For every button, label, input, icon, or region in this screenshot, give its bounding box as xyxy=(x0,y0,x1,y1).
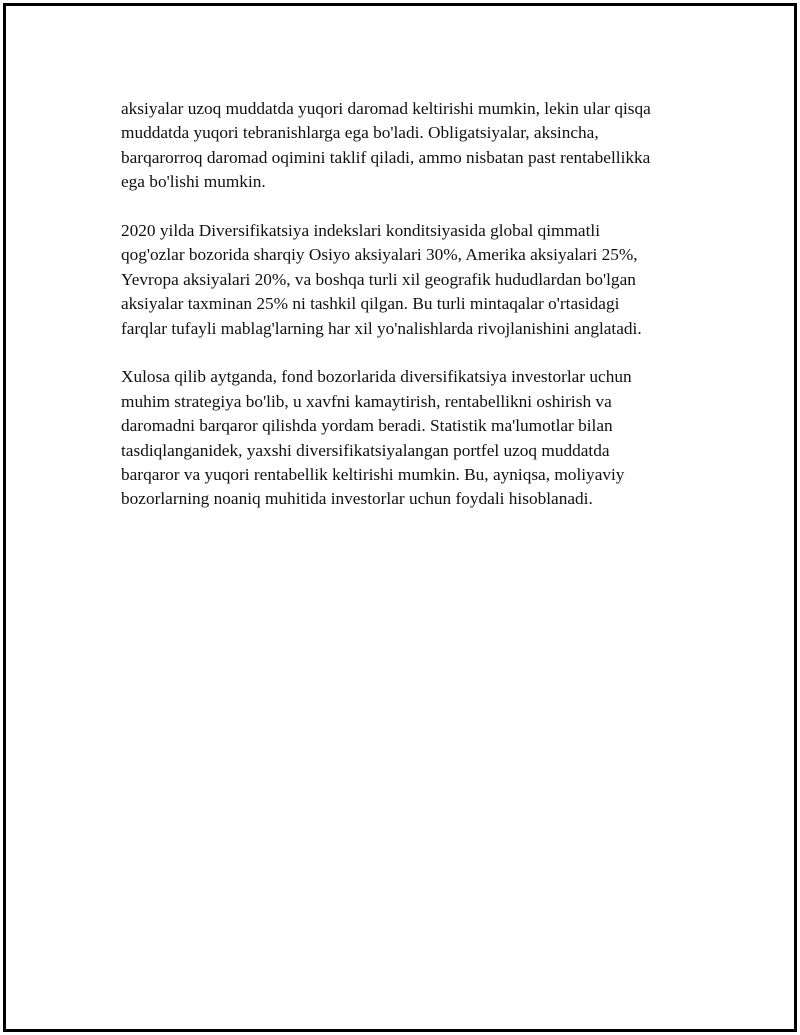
paragraph-conclusion: Xulosa qilib aytganda, fond bozorlarida diversifikatsiya investorlar uchun muhim strategiya bo'lib, u xavfni kamaytirish, rentabellikni oshirish va daromadni barqaror qilishda yordam beradi. Statistik ma'lumotlar bilan tasdiqlanganidek, yaxshi diversifikatsiyalangan portfel uzoq muddatda barqaror va yuqori rentabellik keltirishi mumkin. Bu, ayniqsa, moliyaviy bozorlarning noaniq muhitida investorlar uchun foydali hisoblanadi. xyxy=(121,367,632,509)
document-body xyxy=(121,97,701,536)
paragraph-stocks-bonds: aksiyalar uzoq muddatda yuqori daromad keltirishi mumkin, lekin ular qisqa muddatda yuqori tebranishlarga ega bo'ladi. Obligatsiyalar, aksincha, barqarorroq daromad oqimini taklif qiladi, ammo nisbatan past rentabellikka ega bo'lishi mumkin. xyxy=(121,99,651,192)
paragraph-2020-regional-allocation: 2020 yilda Diversifikatsiya indekslari konditsiyasida global qimmatli qog'ozlar bozorida sharqiy Osiyo aksiyalari 30%, Amerika aksiyalari 25%, Yevropa aksiyalari 20%, va boshqa turli xil geografik hududlardan bo'lgan aksiyalar taxminan 25% ni tashkil qilgan. Bu turli mintaqalar o'rtasidagi farqlar tufayli mablag'larning har xil yo'nalishlarda rivojlanishini anglatadi. xyxy=(121,221,642,338)
page-frame xyxy=(3,3,797,1032)
